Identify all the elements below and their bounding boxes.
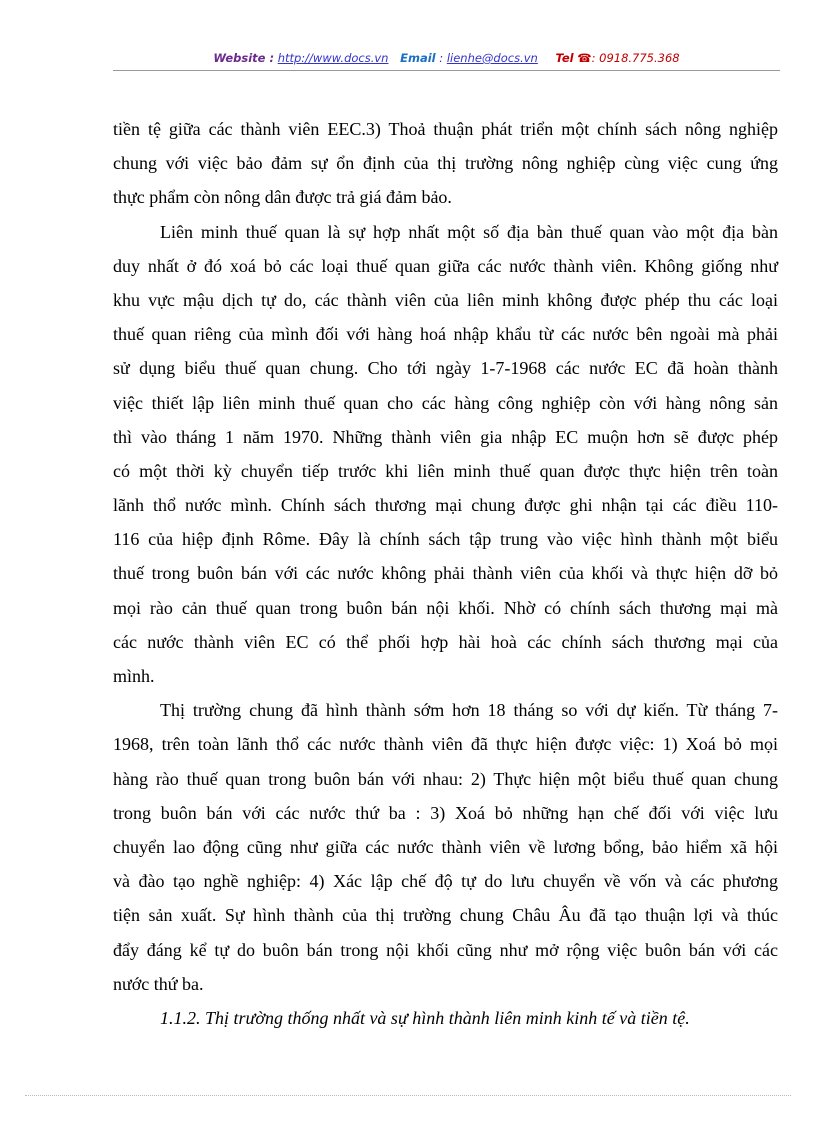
paragraph-line: mình. — [113, 666, 155, 686]
paragraph-line: 116 của hiệp định Rôme. Đây là chính sách tập trung vào việc hình thành một biểu — [113, 529, 778, 550]
section-heading: 1.1.2. Thị trường thống nhất và sự hình thành liên minh kinh tế và tiền tệ. — [160, 1007, 690, 1028]
paragraph-line: sử dụng biểu thuế quan chung. Cho tới ngày 1-7-1968 các nước EC đã hoàn thành — [113, 358, 778, 379]
website-label: Website : — [213, 51, 275, 65]
paragraph-line: chung với việc bảo đảm sự ổn định của thị trường nông nghiệp cùng việc cung ứng — [113, 153, 778, 174]
email-link[interactable]: lienhe@docs.vn — [446, 51, 538, 65]
paragraph-line: tiền tệ giữa các thành viên EEC.3) Thoả thuận phát triển một chính sách nông nghiệp — [113, 119, 778, 139]
paragraph-line: thì vào tháng 1 năm 1970. Những thành viên gia nhập EC muộn hơn sẽ được phép — [113, 426, 778, 447]
paragraph-line: có một thời kỳ chuyển tiếp trước khi liên minh thuế quan được thực hiện trên toàn — [113, 460, 778, 481]
paragraph-line: hàng rào thuế quan trong buôn bán với nhau: 2) Thực hiện một biểu thuế quan chung — [113, 768, 778, 789]
document-body — [113, 116, 778, 1039]
paragraph-line: Thị trường chung đã hình thành sớm hơn 18 tháng so với dự kiến. Từ tháng 7- — [160, 700, 778, 721]
paragraph-line: chuyển lao động cũng như giữa các nước thành viên về lương bổng, bảo hiểm xã hội — [113, 836, 778, 857]
paragraph-line: tiện sản xuất. Sự hình thành của thị trường chung Châu Âu đã tạo thuận lợi và thúc — [113, 905, 778, 926]
email-label: Email — [400, 51, 436, 65]
paragraph-line: việc thiết lập liên minh thuế quan cho các hàng công nghiệp còn với hàng nông sản — [113, 392, 778, 413]
paragraph-line: các nước thành viên EC có thể phối hợp hài hoà các chính sách thương mại của — [113, 631, 778, 652]
email-separator: : — [439, 51, 444, 65]
paragraph-line: và đào tạo nghề nghiệp: 4) Xác lập chế độ tự do lưu chuyển về vốn và các phương — [113, 871, 778, 892]
phone-icon: ☎ — [577, 51, 592, 65]
paragraph-line: đẩy đáng kể tự do buôn bán trong nội khối cũng như mở rộng việc buôn bán với các — [113, 939, 778, 960]
paragraph-line: trong buôn bán với các nước thứ ba : 3) Xoá bỏ những hạn chế đối với việc lưu — [113, 802, 778, 823]
tel-number: : 0918.775.368 — [591, 51, 680, 65]
paragraph-line: nước thứ ba. — [113, 973, 204, 994]
paragraph-line: mọi rào cản thuế quan trong buôn bán nội khối. Nhờ có chính sách thương mại mà — [113, 597, 778, 618]
header-divider — [113, 70, 780, 71]
footer-divider — [25, 1095, 791, 1096]
paragraph-line: thực phẩm còn nông dân được trả giá đảm bảo. — [113, 187, 452, 208]
website-link[interactable]: http://www.docs.vn — [277, 51, 389, 65]
paragraph-line: Liên minh thuế quan là sự hợp nhất một số địa bàn thuế quan vào một địa bàn — [160, 221, 778, 242]
paragraph-line: thuế trong buôn bán với các nước không phải thành viên của khối và thực hiện dỡ bỏ — [113, 563, 778, 584]
paragraph-line: lãnh thổ nước mình. Chính sách thương mại chung được ghi nhận tại các điều 110- — [113, 495, 778, 516]
page-header — [113, 51, 780, 65]
tel-label: Tel — [555, 51, 574, 65]
paragraph-line: khu vực mậu dịch tự do, các thành viên của liên minh không được phép thu các loại — [113, 289, 778, 310]
paragraph-line: 1968, trên toàn lãnh thổ các nước thành viên đã thực hiện được việc: 1) Xoá bỏ mọi — [113, 734, 778, 755]
paragraph-line: duy nhất ở đó xoá bỏ các loại thuế quan giữa các nước thành viên. Không giống như — [113, 255, 778, 276]
paragraph-line: thuế quan riêng của mình đối với hàng hoá nhập khẩu từ các nước bên ngoài mà phải — [113, 324, 778, 345]
